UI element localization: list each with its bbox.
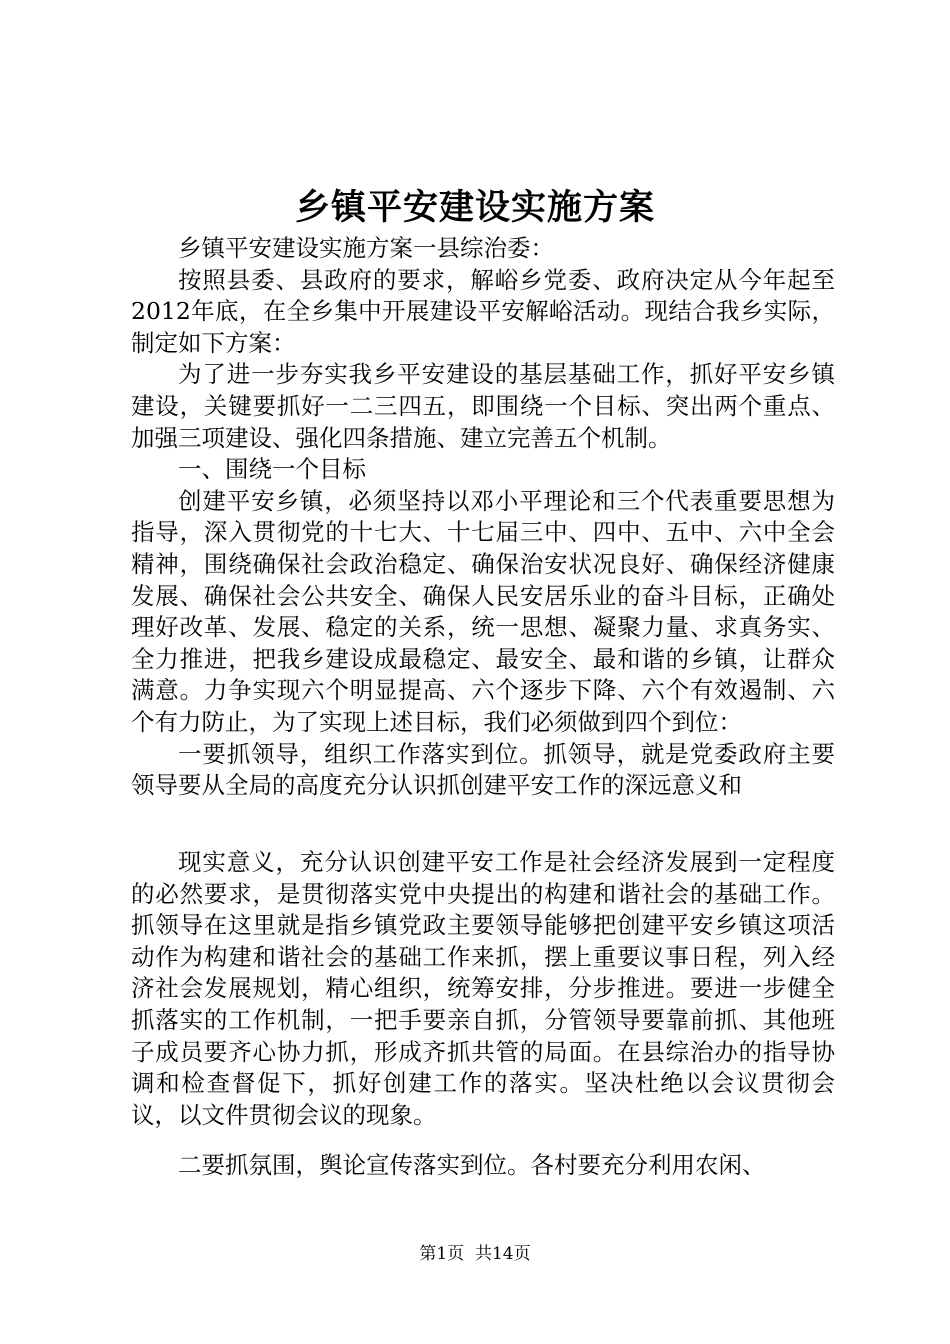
paragraph-salutation: 乡镇平安建设实施方案一县综治委： (178, 234, 554, 262)
paragraph-atmosphere: 二要抓氛围，舆论宣传落实到位。各村要充分利用农闲、 (178, 1151, 766, 1179)
body-section-2 (131, 847, 835, 1131)
paragraph-significance: 现实意义，充分认识创建平安工作是社会经济发展到一定程度的必然要求，是贯彻落实党中央提出的构建和谐社会的基础工作。抓领导在这里就是指乡镇党政主要领导能够把创建平安乡镇这项活动作为构建和谐社会的基础工作来抓，摆上重要议事日程，列入经济社会发展规划，精心组织，统筹安排，分步推进。要进一步健全抓落实的工作机制，一把手要亲自抓，分管领导要靠前抓、其他班子成员要齐心协力抓，形成齐抓共管的局面。在县综治办的指导协调和检查督促下，抓好创建工作的落实。坚决杜绝以会议贯彻会议，以文件贯彻会议的现象。 (131, 848, 835, 1129)
page-number: 第1页 共14页 (419, 1244, 531, 1264)
body-section-1 (131, 233, 835, 802)
page-footer (0, 1242, 950, 1266)
section-heading-1: 一、围绕一个目标 (178, 455, 366, 484)
paragraph-leadership: 一要抓领导，组织工作落实到位。抓领导，就是党委政府主要领导要从全局的高度充分认识抓创建平安工作的深远意义和 (131, 739, 835, 800)
body-section-3 (131, 1150, 835, 1182)
document-title: 乡镇平安建设实施方案 (294, 187, 655, 228)
paragraph-intro: 按照县委、县政府的要求，解峪乡党委、政府决定从今年起至2012年底，在全乡集中开展建设平安解峪活动。现结合我乡实际，制定如下方案： (131, 265, 835, 357)
paragraph-overview: 为了进一步夯实我乡平安建设的基层基础工作，抓好平安乡镇建设，关键要抓好一二三四五，即围绕一个目标、突出两个重点、加强三项建设、强化四条措施、建立完善五个机制。 (131, 360, 835, 452)
paragraph-goal: 创建平安乡镇，必须坚持以邓小平理论和三个代表重要思想为指导，深入贯彻党的十七大、十七届三中、四中、五中、六中全会精神，围绕确保社会政治稳定、确保治安状况良好、确保经济健康发展、确保社会公共安全、确保人民安居乐业的奋斗目标，正确处理好改革、发展、稳定的关系，统一思想、凝聚力量、求真务实、全力推进，把我乡建设成最稳定、最安全、最和谐的乡镇，让群众满意。力争实现六个明显提高、六个逐步下降、六个有效遏制、六个有力防止，为了实现上述目标，我们必须做到四个到位： (131, 486, 835, 736)
